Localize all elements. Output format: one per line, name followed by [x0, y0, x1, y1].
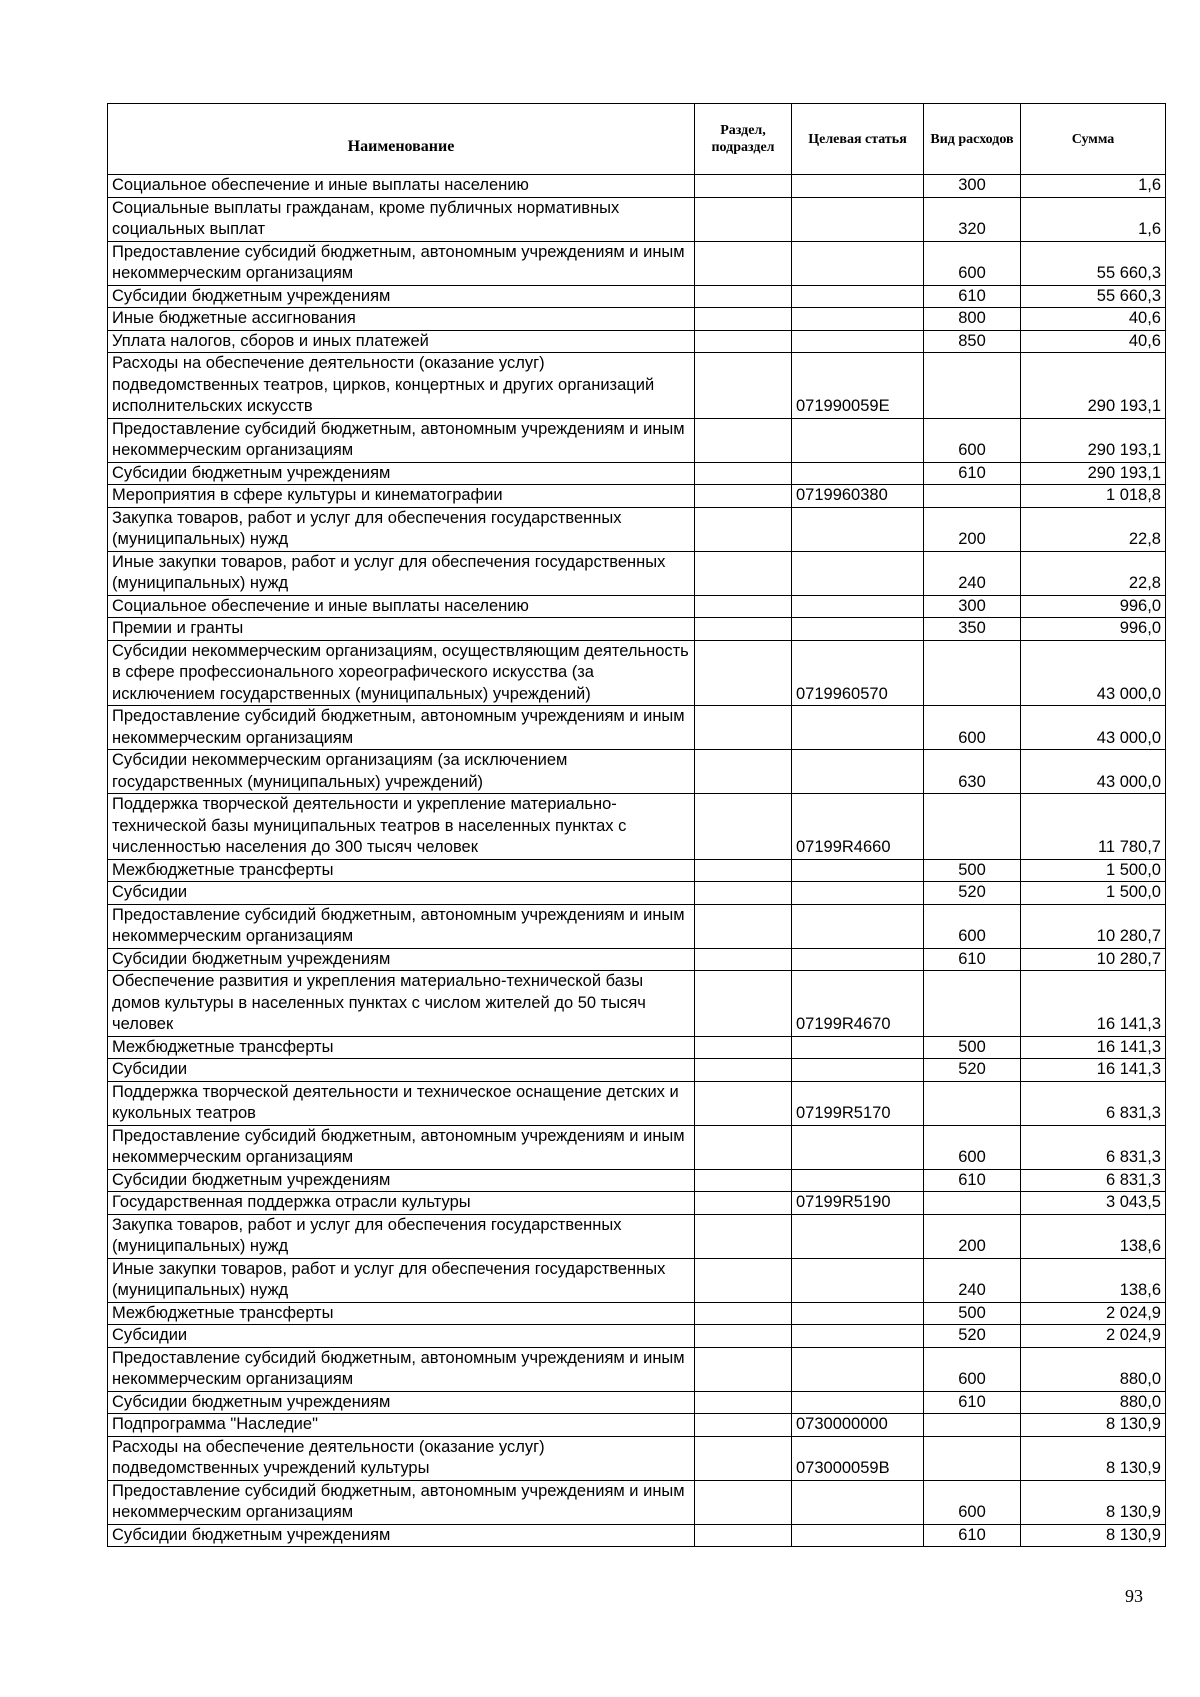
table-row	[108, 750, 1166, 794]
table-row	[108, 706, 1166, 750]
cell-type	[924, 1081, 1021, 1125]
cell-sum: 2 024,9	[1021, 1302, 1166, 1325]
cell-article	[792, 175, 924, 198]
cell-section	[695, 882, 792, 905]
cell-sum: 2 024,9	[1021, 1325, 1166, 1348]
cell-sum: 43 000,0	[1021, 706, 1166, 750]
cell-section	[695, 1391, 792, 1414]
cell-sum: 16 141,3	[1021, 971, 1166, 1037]
cell-sum: 8 130,9	[1021, 1414, 1166, 1437]
cell-section	[695, 175, 792, 198]
cell-section	[695, 706, 792, 750]
cell-name: Расходы на обеспечение деятельности (оказание услуг) подведомственных театров, цирков, концертных и других организаций исполнительских искусств	[108, 353, 695, 419]
cell-name: Межбюджетные трансферты	[108, 859, 695, 882]
cell-type: 610	[924, 1169, 1021, 1192]
table-row	[108, 1169, 1166, 1192]
cell-name: Поддержка творческой деятельности и укрепление материально-технической базы муниципальных театров в населенных пунктах с численностью населения до 300 тысяч человек	[108, 794, 695, 860]
cell-article	[792, 308, 924, 331]
cell-section	[695, 551, 792, 595]
cell-section	[695, 1081, 792, 1125]
cell-article	[792, 197, 924, 241]
table-row	[108, 308, 1166, 331]
cell-name: Предоставление субсидий бюджетным, автономным учреждениям и иным некоммерческим организациям	[108, 1125, 695, 1169]
table-row	[108, 551, 1166, 595]
cell-name: Субсидии некоммерческим организациям (за исключением государственных (муниципальных) учреждений)	[108, 750, 695, 794]
cell-article: 07199R4660	[792, 794, 924, 860]
cell-type: 240	[924, 551, 1021, 595]
table-row	[108, 1480, 1166, 1524]
cell-section	[695, 1258, 792, 1302]
cell-article: 07199R4670	[792, 971, 924, 1037]
cell-article	[792, 1524, 924, 1547]
cell-name: Субсидии	[108, 1059, 695, 1082]
table-row	[108, 859, 1166, 882]
cell-article	[792, 859, 924, 882]
table-row	[108, 1347, 1166, 1391]
cell-sum: 40,6	[1021, 308, 1166, 331]
cell-type: 600	[924, 418, 1021, 462]
table-row	[108, 971, 1166, 1037]
table-body	[108, 175, 1166, 1547]
cell-type: 300	[924, 175, 1021, 198]
cell-name: Межбюджетные трансферты	[108, 1036, 695, 1059]
cell-type: 600	[924, 1480, 1021, 1524]
cell-name: Подпрограмма "Наследие"	[108, 1414, 695, 1437]
cell-sum: 880,0	[1021, 1391, 1166, 1414]
table-row	[108, 1414, 1166, 1437]
cell-name: Поддержка творческой деятельности и техническое оснащение детских и кукольных театров	[108, 1081, 695, 1125]
cell-sum: 16 141,3	[1021, 1036, 1166, 1059]
table-row	[108, 1524, 1166, 1547]
cell-sum: 290 193,1	[1021, 353, 1166, 419]
cell-name: Социальные выплаты гражданам, кроме публичных нормативных социальных выплат	[108, 197, 695, 241]
cell-sum: 3 043,5	[1021, 1192, 1166, 1215]
cell-type	[924, 971, 1021, 1037]
cell-type: 200	[924, 507, 1021, 551]
cell-sum: 43 000,0	[1021, 750, 1166, 794]
cell-article	[792, 1036, 924, 1059]
cell-section	[695, 640, 792, 706]
cell-name: Субсидии бюджетным учреждениям	[108, 1391, 695, 1414]
table-row	[108, 1391, 1166, 1414]
cell-section	[695, 1347, 792, 1391]
cell-article	[792, 1391, 924, 1414]
cell-article	[792, 595, 924, 618]
cell-sum: 1,6	[1021, 175, 1166, 198]
table-row	[108, 462, 1166, 485]
cell-type: 610	[924, 948, 1021, 971]
cell-type	[924, 794, 1021, 860]
cell-section	[695, 1325, 792, 1348]
cell-section	[695, 595, 792, 618]
cell-article: 0719960570	[792, 640, 924, 706]
cell-sum: 16 141,3	[1021, 1059, 1166, 1082]
cell-sum: 6 831,3	[1021, 1081, 1166, 1125]
cell-name: Субсидии	[108, 1325, 695, 1348]
cell-section	[695, 507, 792, 551]
cell-sum: 55 660,3	[1021, 241, 1166, 285]
cell-name: Предоставление субсидий бюджетным, автономным учреждениям и иным некоммерческим организациям	[108, 418, 695, 462]
cell-type	[924, 1414, 1021, 1437]
budget-table	[107, 103, 1166, 1547]
cell-type	[924, 1192, 1021, 1215]
table-row	[108, 794, 1166, 860]
cell-article	[792, 1302, 924, 1325]
cell-sum: 1 500,0	[1021, 882, 1166, 905]
cell-type: 610	[924, 462, 1021, 485]
table-row	[108, 1325, 1166, 1348]
cell-sum: 8 130,9	[1021, 1524, 1166, 1547]
cell-type: 600	[924, 1125, 1021, 1169]
cell-name: Расходы на обеспечение деятельности (оказание услуг) подведомственных учреждений культуры	[108, 1436, 695, 1480]
cell-article	[792, 285, 924, 308]
cell-name: Иные закупки товаров, работ и услуг для обеспечения государственных (муниципальных) нужд	[108, 551, 695, 595]
table-row	[108, 640, 1166, 706]
cell-section	[695, 353, 792, 419]
cell-name: Субсидии бюджетным учреждениям	[108, 948, 695, 971]
header-name: Наименование	[108, 104, 695, 175]
cell-name: Предоставление субсидий бюджетным, автономным учреждениям и иным некоммерческим организациям	[108, 904, 695, 948]
cell-sum: 6 831,3	[1021, 1125, 1166, 1169]
cell-name: Субсидии	[108, 882, 695, 905]
table-row	[108, 175, 1166, 198]
cell-name: Закупка товаров, работ и услуг для обеспечения государственных (муниципальных) нужд	[108, 1214, 695, 1258]
cell-section	[695, 971, 792, 1037]
cell-article	[792, 1347, 924, 1391]
cell-article	[792, 706, 924, 750]
cell-sum: 996,0	[1021, 618, 1166, 641]
header-sum: Сумма	[1021, 104, 1166, 175]
cell-name: Государственная поддержка отрасли культуры	[108, 1192, 695, 1215]
table-row	[108, 1436, 1166, 1480]
cell-type: 600	[924, 904, 1021, 948]
table-row	[108, 1192, 1166, 1215]
cell-article: 071990059E	[792, 353, 924, 419]
cell-sum: 1 500,0	[1021, 859, 1166, 882]
cell-type: 850	[924, 330, 1021, 353]
table-row	[108, 595, 1166, 618]
cell-type: 600	[924, 241, 1021, 285]
cell-article	[792, 904, 924, 948]
cell-article	[792, 882, 924, 905]
cell-name: Субсидии бюджетным учреждениям	[108, 462, 695, 485]
table-row	[108, 241, 1166, 285]
header-type: Вид расходов	[924, 104, 1021, 175]
cell-article: 073000059B	[792, 1436, 924, 1480]
cell-sum: 1,6	[1021, 197, 1166, 241]
cell-article	[792, 618, 924, 641]
cell-name: Мероприятия в сфере культуры и кинематографии	[108, 485, 695, 508]
cell-type	[924, 353, 1021, 419]
cell-name: Обеспечение развития и укрепления материально-технической базы домов культуры в населенных пунктах с числом жителей до 50 тысяч человек	[108, 971, 695, 1037]
cell-type	[924, 485, 1021, 508]
header-article: Целевая статья	[792, 104, 924, 175]
table-row	[108, 353, 1166, 419]
cell-name: Субсидии бюджетным учреждениям	[108, 1524, 695, 1547]
cell-name: Субсидии бюджетным учреждениям	[108, 1169, 695, 1192]
cell-section	[695, 618, 792, 641]
cell-sum: 880,0	[1021, 1347, 1166, 1391]
cell-sum: 10 280,7	[1021, 948, 1166, 971]
cell-name: Межбюджетные трансферты	[108, 1302, 695, 1325]
cell-article	[792, 551, 924, 595]
cell-section	[695, 1192, 792, 1215]
cell-article	[792, 1258, 924, 1302]
cell-name: Предоставление субсидий бюджетным, автономным учреждениям и иным некоммерческим организациям	[108, 241, 695, 285]
cell-sum: 40,6	[1021, 330, 1166, 353]
cell-type: 240	[924, 1258, 1021, 1302]
cell-section	[695, 418, 792, 462]
cell-section	[695, 285, 792, 308]
cell-section	[695, 330, 792, 353]
cell-section	[695, 750, 792, 794]
table-row	[108, 1036, 1166, 1059]
cell-section	[695, 462, 792, 485]
cell-section	[695, 485, 792, 508]
cell-article	[792, 1059, 924, 1082]
table-row	[108, 507, 1166, 551]
cell-article	[792, 462, 924, 485]
cell-type: 520	[924, 882, 1021, 905]
header-section: Раздел, подраздел	[695, 104, 792, 175]
cell-article	[792, 1169, 924, 1192]
cell-name: Предоставление субсидий бюджетным, автономным учреждениям и иным некоммерческим организациям	[108, 1480, 695, 1524]
cell-type: 520	[924, 1059, 1021, 1082]
cell-article	[792, 948, 924, 971]
cell-section	[695, 1436, 792, 1480]
cell-name: Закупка товаров, работ и услуг для обеспечения государственных (муниципальных) нужд	[108, 507, 695, 551]
cell-type: 200	[924, 1214, 1021, 1258]
cell-sum: 10 280,7	[1021, 904, 1166, 948]
table-row	[108, 1125, 1166, 1169]
cell-section	[695, 1480, 792, 1524]
cell-sum: 22,8	[1021, 507, 1166, 551]
cell-section	[695, 241, 792, 285]
cell-name: Субсидии некоммерческим организациям, осуществляющим деятельность в сфере профессионального хореографического искусства (за исключением государственных (муниципальных) учреждений)	[108, 640, 695, 706]
cell-section	[695, 1169, 792, 1192]
table-row	[108, 285, 1166, 308]
cell-sum: 11 780,7	[1021, 794, 1166, 860]
cell-section	[695, 197, 792, 241]
page-number: 93	[1125, 1586, 1143, 1606]
cell-name: Социальное обеспечение и иные выплаты населению	[108, 175, 695, 198]
table-row	[108, 1059, 1166, 1082]
table-row	[108, 1081, 1166, 1125]
cell-type: 500	[924, 1302, 1021, 1325]
table-row	[108, 197, 1166, 241]
cell-name: Предоставление субсидий бюджетным, автономным учреждениям и иным некоммерческим организациям	[108, 706, 695, 750]
table-row	[108, 1214, 1166, 1258]
table-row	[108, 418, 1166, 462]
cell-sum: 43 000,0	[1021, 640, 1166, 706]
cell-section	[695, 948, 792, 971]
table-row	[108, 882, 1166, 905]
cell-type: 520	[924, 1325, 1021, 1348]
cell-type: 630	[924, 750, 1021, 794]
cell-article	[792, 1325, 924, 1348]
cell-section	[695, 794, 792, 860]
cell-name: Иные закупки товаров, работ и услуг для обеспечения государственных (муниципальных) нужд	[108, 1258, 695, 1302]
cell-sum: 8 130,9	[1021, 1436, 1166, 1480]
cell-article	[792, 1125, 924, 1169]
cell-section	[695, 1524, 792, 1547]
cell-section	[695, 1125, 792, 1169]
cell-section	[695, 1302, 792, 1325]
cell-type: 350	[924, 618, 1021, 641]
cell-sum: 138,6	[1021, 1214, 1166, 1258]
table-row	[108, 904, 1166, 948]
cell-type	[924, 640, 1021, 706]
cell-type: 500	[924, 1036, 1021, 1059]
table-header-row	[108, 104, 1166, 175]
cell-type: 300	[924, 595, 1021, 618]
cell-section	[695, 904, 792, 948]
cell-article: 0719960380	[792, 485, 924, 508]
cell-article	[792, 241, 924, 285]
cell-sum: 996,0	[1021, 595, 1166, 618]
cell-name: Уплата налогов, сборов и иных платежей	[108, 330, 695, 353]
cell-type	[924, 1436, 1021, 1480]
cell-section	[695, 1036, 792, 1059]
cell-type: 800	[924, 308, 1021, 331]
table-row	[108, 330, 1166, 353]
cell-type: 600	[924, 706, 1021, 750]
cell-sum: 22,8	[1021, 551, 1166, 595]
table-row	[108, 1302, 1166, 1325]
cell-sum: 55 660,3	[1021, 285, 1166, 308]
table-row	[108, 948, 1166, 971]
cell-sum: 138,6	[1021, 1258, 1166, 1302]
cell-sum: 1 018,8	[1021, 485, 1166, 508]
cell-type: 610	[924, 1524, 1021, 1547]
table-row	[108, 618, 1166, 641]
cell-section	[695, 308, 792, 331]
table-row	[108, 1258, 1166, 1302]
cell-article	[792, 1214, 924, 1258]
cell-type: 500	[924, 859, 1021, 882]
cell-article: 07199R5170	[792, 1081, 924, 1125]
table-row	[108, 485, 1166, 508]
cell-article	[792, 418, 924, 462]
cell-article	[792, 507, 924, 551]
cell-name: Премии и гранты	[108, 618, 695, 641]
cell-section	[695, 859, 792, 882]
cell-type: 610	[924, 285, 1021, 308]
cell-sum: 8 130,9	[1021, 1480, 1166, 1524]
cell-name: Предоставление субсидий бюджетным, автономным учреждениям и иным некоммерческим организациям	[108, 1347, 695, 1391]
cell-name: Иные бюджетные ассигнования	[108, 308, 695, 331]
cell-name: Субсидии бюджетным учреждениям	[108, 285, 695, 308]
cell-section	[695, 1214, 792, 1258]
cell-type: 610	[924, 1391, 1021, 1414]
cell-section	[695, 1414, 792, 1437]
cell-article	[792, 330, 924, 353]
cell-name: Социальное обеспечение и иные выплаты населению	[108, 595, 695, 618]
cell-sum: 290 193,1	[1021, 418, 1166, 462]
cell-sum: 6 831,3	[1021, 1169, 1166, 1192]
cell-article: 07199R5190	[792, 1192, 924, 1215]
cell-sum: 290 193,1	[1021, 462, 1166, 485]
cell-section	[695, 1059, 792, 1082]
cell-type: 320	[924, 197, 1021, 241]
cell-type: 600	[924, 1347, 1021, 1391]
cell-article	[792, 1480, 924, 1524]
cell-article	[792, 750, 924, 794]
cell-article: 0730000000	[792, 1414, 924, 1437]
